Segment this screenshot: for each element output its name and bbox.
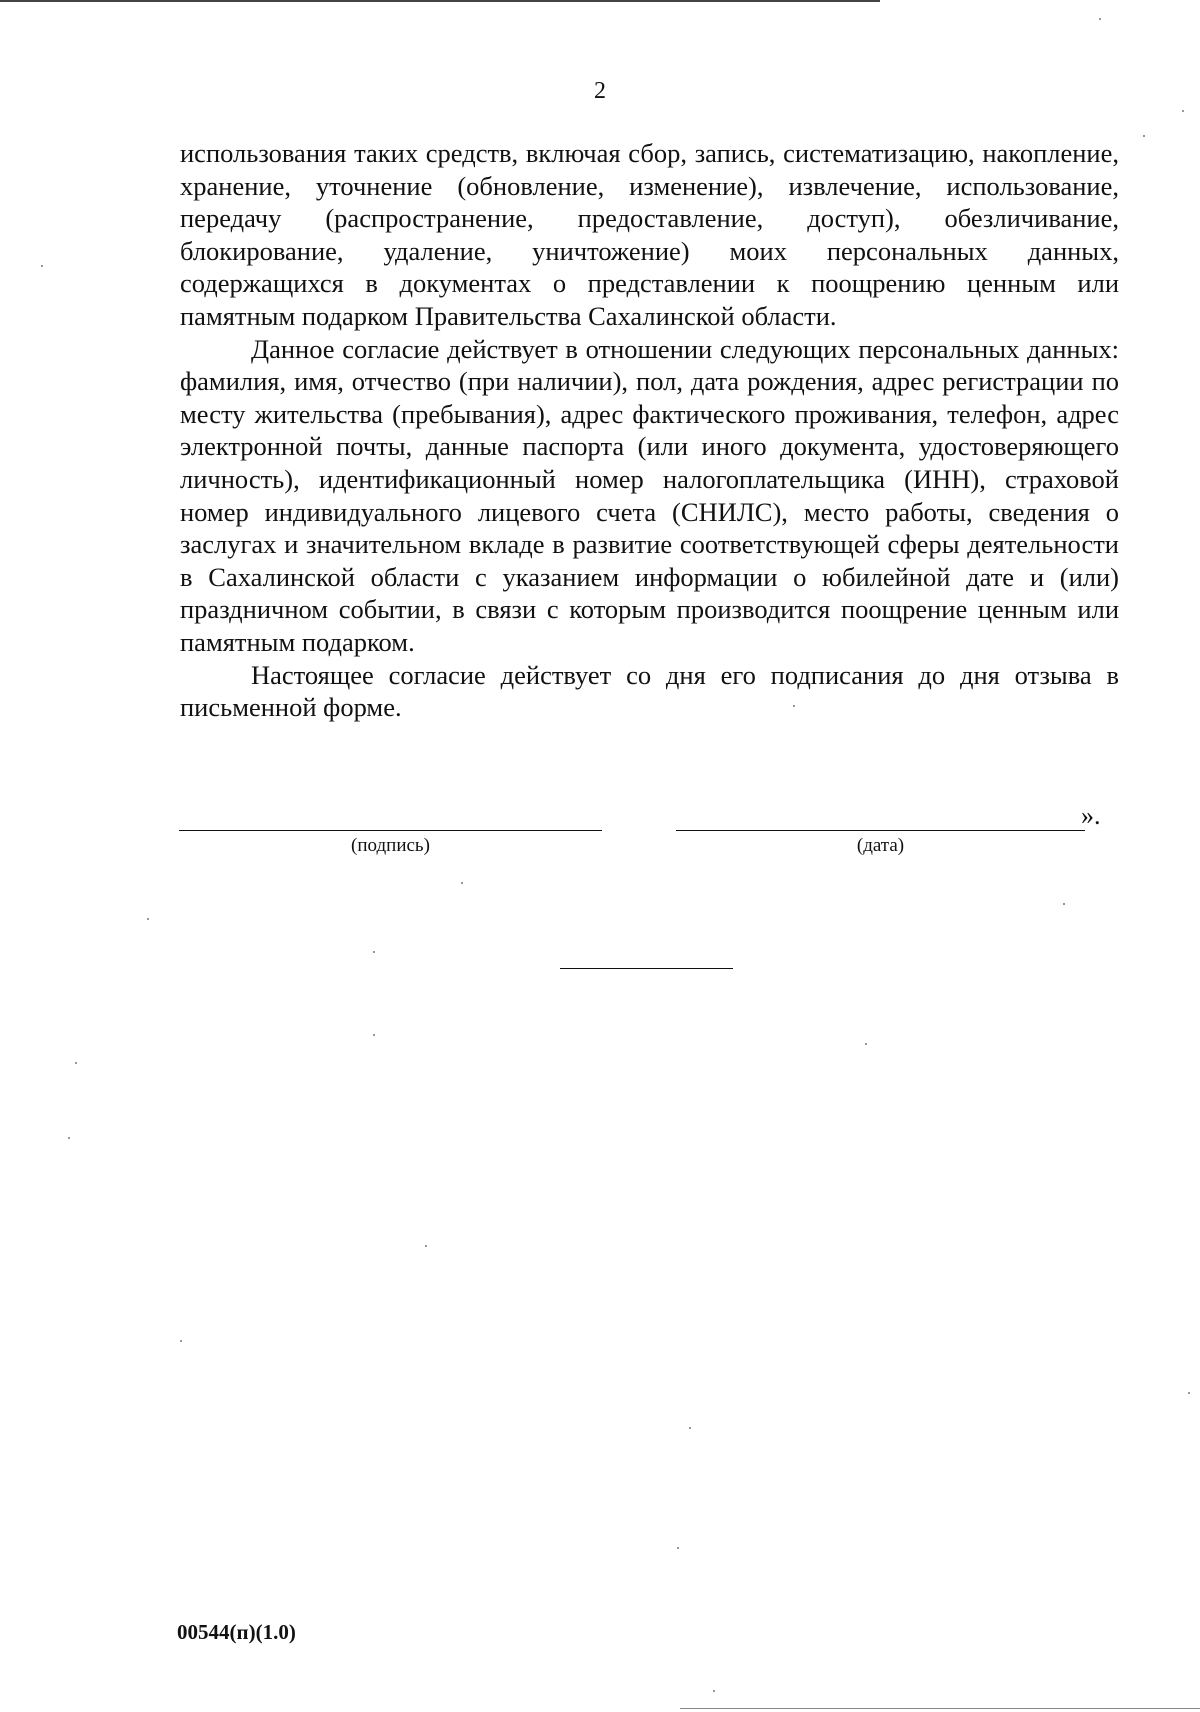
scan-speck xyxy=(1099,18,1101,20)
scan-speck xyxy=(793,705,795,707)
scan-speck xyxy=(1143,135,1145,137)
scan-speck xyxy=(713,1690,715,1692)
document-code: 00544(п)(1.0) xyxy=(177,1620,296,1644)
scan-edge-top xyxy=(0,0,880,2)
date-caption: (дата) xyxy=(856,835,905,856)
scan-speck xyxy=(68,1137,70,1139)
paragraph-consent-validity: Настоящее согласие действует со дня его подписания до дня отзыва в письменной форме. xyxy=(180,659,1119,723)
document-body xyxy=(180,137,1119,724)
scan-speck xyxy=(677,1547,679,1549)
scan-speck xyxy=(425,1245,427,1247)
scan-speck xyxy=(1063,903,1065,905)
date-closing-quote: ». xyxy=(1081,801,1101,830)
scan-speck xyxy=(180,1340,182,1342)
signature-line xyxy=(179,830,602,831)
scan-edge-bottom xyxy=(680,1708,1200,1709)
scan-speck xyxy=(373,1034,375,1036)
scan-speck xyxy=(1182,110,1184,112)
signature-caption: (подпись) xyxy=(351,835,430,856)
end-separator-line xyxy=(560,968,733,969)
page-number: 2 xyxy=(594,78,606,104)
scan-speck xyxy=(75,1062,77,1064)
scan-speck xyxy=(147,918,149,920)
date-line xyxy=(676,830,1085,831)
scan-speck xyxy=(865,1043,867,1045)
scan-speck xyxy=(41,265,43,267)
scan-speck xyxy=(461,882,463,884)
scan-speck xyxy=(373,951,375,953)
scan-speck xyxy=(689,1427,691,1429)
paragraph-processing-actions: использования таких средств, включая сбор, запись, систематизацию, накопление, хранение, уточнение (обновление, изменение), извлечение, использование, передачу (распространение, предоставление, доступ), обезличивание, блокирование, удаление, уничтожение) моих персональных данных, содержащихся в документах о представлении к поощрению ценным или памятным подарком Правительства Сахалинской области. xyxy=(180,138,1119,331)
scan-speck xyxy=(1188,1392,1190,1394)
paragraph-personal-data-list: Данное согласие действует в отношении следующих персональных данных: фамилия, имя, отчество (при наличии), пол, дата рождения, адрес регистрации по месту жительства (пребывания), адрес фактического проживания, телефон, адрес электронной почты, данные паспорта (или иного документа, удостоверяющего личность), идентификационный номер налогоплательщика (ИНН), страховой номер индивидуального лицевого счета (СНИЛС), место работы, сведения о заслугах и значительном вкладе в развитие соответствующей сферы деятельности в Сахалинской области с указанием информации о юбилейной дате и (или) праздничном событии, в связи с которым производится поощрение ценным или памятным подарком. xyxy=(180,333,1119,657)
